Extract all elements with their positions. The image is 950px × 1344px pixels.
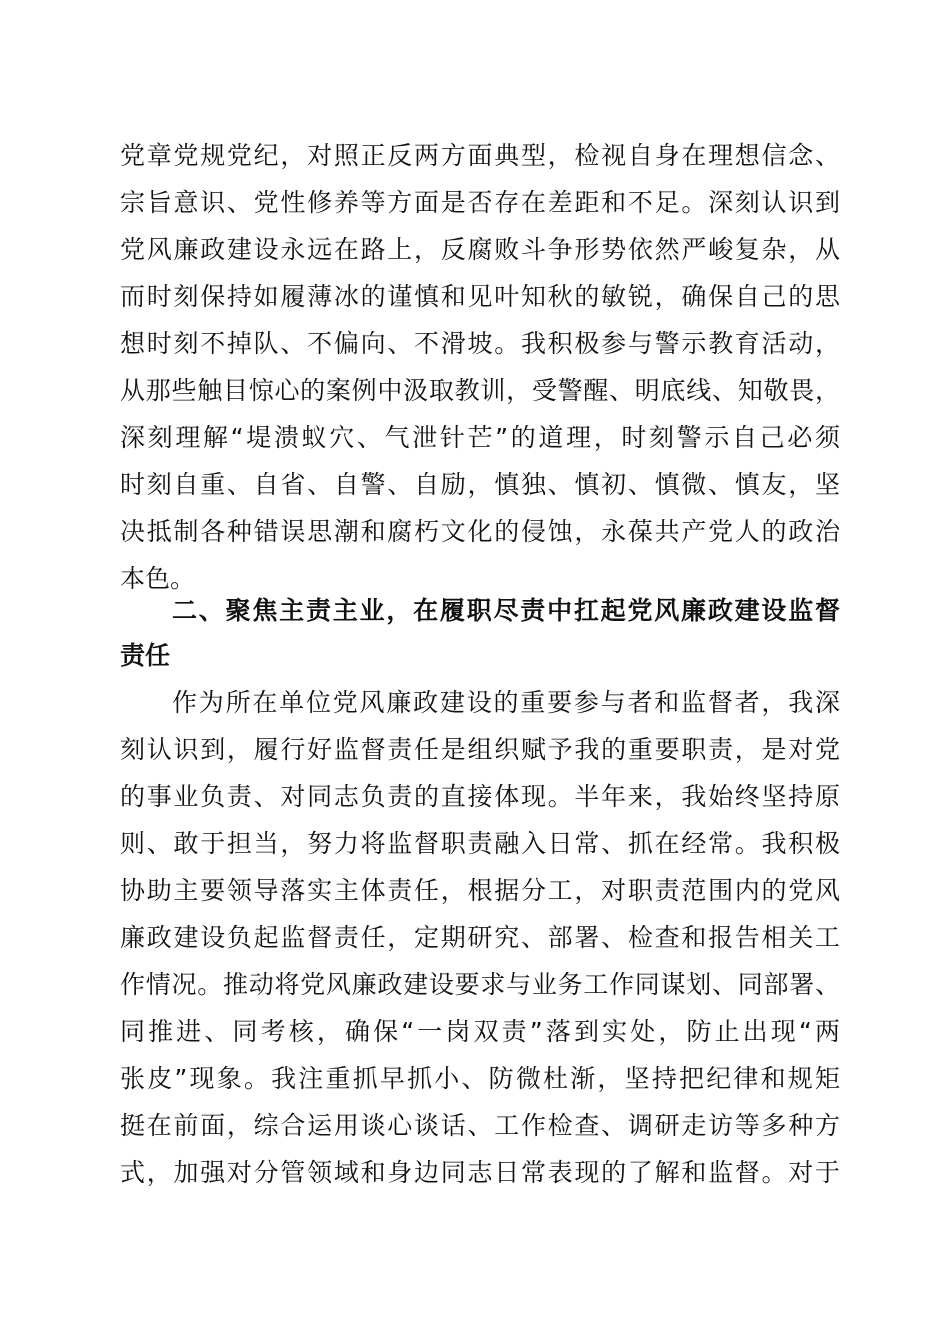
text-line: 决抵制各种错误思潮和腐朽文化的侵蚀，永葆共产党人的政治	[120, 517, 840, 546]
text-line: 而时刻保持如履薄冰的谨慎和见叶知秋的敏锐，确保自己的思	[120, 282, 840, 311]
text-line: 从那些触目惊心的案例中汲取教训，受警醒、明底线、知敬畏，	[120, 376, 840, 405]
text-line: 党章党规党纪，对照正反两方面典型，检视自身在理想信念、	[120, 141, 840, 170]
text-line: 协助主要领导落实主体责任，根据分工，对职责范围内的党风	[120, 876, 840, 905]
text-line: 想时刻不掉队、不偏向、不滑坡。我积极参与警示教育活动，	[120, 329, 840, 358]
text-line: 挺在前面，综合运用谈心谈话、工作检查、调研走访等多种方	[120, 1111, 840, 1140]
heading-line: 责任	[120, 641, 171, 670]
text-line: 则、敢于担当，努力将监督职责融入日常、抓在经常。我积极	[120, 829, 840, 858]
text-line: 的事业负责、对同志负责的直接体现。半年来，我始终坚持原	[120, 782, 840, 811]
text-line: 式，加强对分管领域和身边同志日常表现的了解和监督。对于	[120, 1158, 840, 1187]
text-line: 张皮”现象。我注重抓早抓小、防微杜渐，坚持把纪律和规矩	[120, 1064, 840, 1093]
text-line: 作情况。推动将党风廉政建设要求与业务工作同谋划、同部署、	[120, 970, 840, 999]
heading-line: 二、聚焦主责主业，在履职尽责中扛起党风廉政建设监督	[172, 596, 840, 625]
text-line: 作为所在单位党风廉政建设的重要参与者和监督者，我深	[172, 688, 840, 717]
text-line: 刻认识到，履行好监督责任是组织赋予我的重要职责，是对党	[120, 735, 840, 764]
text-line: 同推进、同考核，确保“一岗双责”落到实处，防止出现“两	[120, 1017, 840, 1046]
text-line: 宗旨意识、党性修养等方面是否存在差距和不足。深刻认识到	[120, 188, 840, 217]
text-line: 时刻自重、自省、自警、自励，慎独、慎初、慎微、慎友，坚	[120, 470, 840, 499]
text-line: 党风廉政建设永远在路上，反腐败斗争形势依然严峻复杂，从	[120, 235, 840, 264]
text-line: 廉政建设负起监督责任，定期研究、部署、检查和报告相关工	[120, 923, 840, 952]
text-line: 本色。	[120, 564, 196, 593]
text-line: 深刻理解“堤溃蚁穴、气泄针芒”的道理，时刻警示自己必须	[120, 423, 840, 452]
